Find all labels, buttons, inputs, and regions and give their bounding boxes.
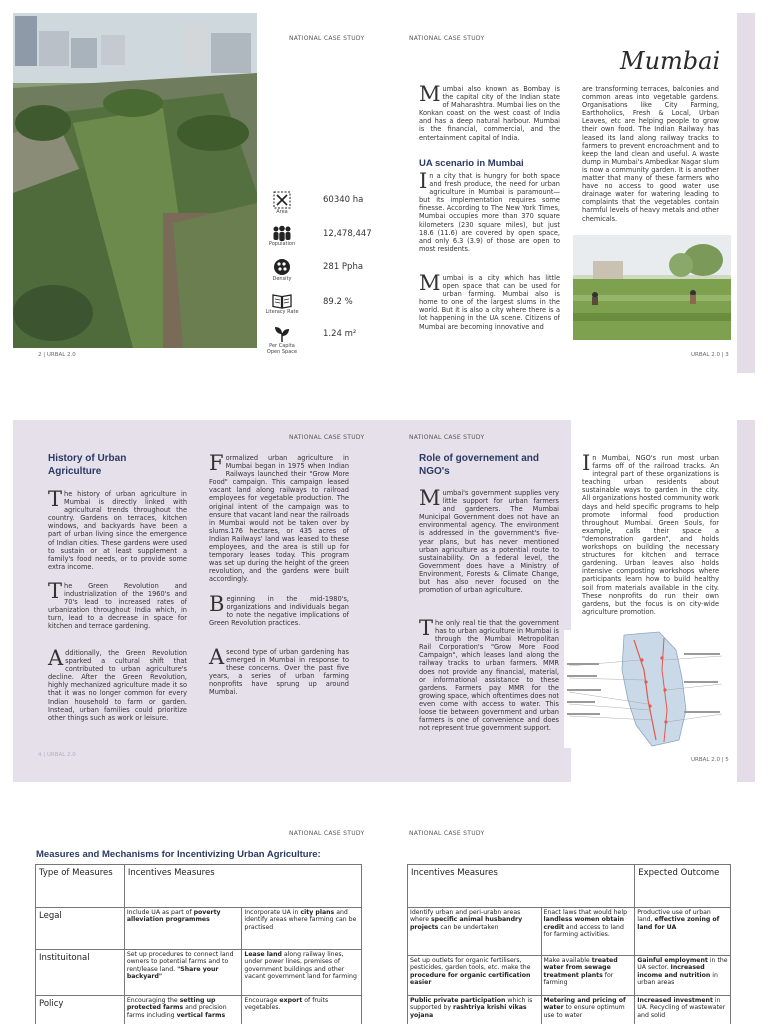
- ngo-paragraph: [582, 451, 719, 616]
- measure-type: Policy: [36, 996, 125, 1024]
- history-text-3: dditionally, the Green Revolution sparked a cultural shift that contributed to urban agriculture's decline. After the Green Revolution, highly mechanized agriculture made it so that it was no longer common for every Indian household to farm or garden. Instead, urban families could prioritize other things such as work or leisure.: [48, 649, 187, 722]
- drop-cap: I: [419, 169, 428, 193]
- role-heading: Role of governement and NGO's: [419, 453, 540, 477]
- measures-title: Measures and Mechanisms for Incentivizing Urban Agriculture:: [36, 849, 321, 860]
- stat-label: Area: [276, 209, 288, 215]
- railway-text-2: eginning in the mid-1980's, organizations and individuals began to note the negative implications of Green Revolution practices.: [209, 595, 349, 628]
- railway-paragraph-2: [209, 592, 349, 628]
- ua2-text: umbai is a city which has little open space that can be used for urban farming. Mumbai also is home to one of the largest slums in the world. But it is also a city where there is a lot happening in the UA scene. Citizens of Mumbai are becoming innovative and: [419, 274, 560, 331]
- table-row: [36, 950, 362, 996]
- history-paragraph-3: [48, 646, 187, 722]
- drop-cap: F: [209, 451, 224, 475]
- history-text-1: he history of urban agriculture in Mumbai is directly linked with agricultural trends throughout the country. Gardens on terraces, kitchen windows, and backyards have been a part of urban living since the emergence of Indian cities. These gardens were used to sustain or at least supplement a family's food needs, or to provide some extra income.: [48, 490, 187, 571]
- column-header: Expected Outcome: [635, 865, 731, 908]
- table-cell: Encouraging the setting up protected farms and precision farms including vertical farms: [124, 996, 242, 1024]
- history-paragraph-2: [48, 579, 187, 631]
- table-header-row: [36, 865, 362, 908]
- stat-value: 89.2 %: [323, 297, 353, 307]
- table-cell: Set up procedures to connect land owners to potential farms and to rent/lease land. "Share your backyard": [124, 950, 242, 996]
- table-cell: Set up outlets for organic fertilisers, pesticides, garden tools, etc. make the procedure for organic certification easier: [408, 956, 542, 996]
- literacy-icon: [272, 293, 292, 309]
- drop-cap: B: [209, 592, 225, 616]
- running-header: NATIONAL CASE STUDY: [409, 434, 485, 441]
- stat-value: 60340 ha: [323, 195, 364, 205]
- role-text-1: umbai's government supplies very little support for urban farmers and gardeners. The Mumbai Municipal Government does not have an environmental agency. The environment is addressed in the government's five-year plans, but has never mentioned urban agriculture as a potential route to sustainability. On a federal level, the Government does have a Ministry of Environment, Forests & Climate Change, but has also never focused on the promotion of urban agriculture.: [419, 489, 559, 595]
- table-cell: Identify urban and peri-urabn areas where specific animal husbandry projects can be undertaken: [408, 908, 542, 956]
- page-7: [384, 828, 755, 1024]
- drop-cap: M: [419, 486, 441, 510]
- ngo-text: n Mumbai, NGO's run most urban farms off of the railroad tracks. An integral part of these organizations is teaching urban residents about sustainable ways to garden in the city. All organizations hosted community work days and held specific programs to help promote informal food production throughout Mumbai. Green Souls, for example, calls their space a "demonstration garden", and holds workshops on building the necessary structures for kitchen and terrace gardening. Urban leaves also holds intensive composting workshops where participants learn how to build healthy soil from materials available in the city. These nonprofits do run their own gardens, but the focus is on city-wide agriculture promotion.: [582, 454, 719, 616]
- drop-cap: I: [582, 451, 591, 475]
- column-2-text: are transforming terraces, balconies and common areas into vegetable gardens. Organisations like City Farming, Earthoholics, Fresh & Local, Urban Leaves, etc are helping people to grow their own food. The Indian Railway has leased its land along railway tracks to farmers to prevent encroachment and to keep the land clean and useful. A waste dump in Mumbai's Ambedkar Nagar slum is now a community garden. It is another matter that many of these farmers who have no access to good water use drainage water for watering leading to complaints that the vegetables contain harmful levels of heavy metals and other chemicals.: [582, 85, 719, 223]
- table-header-row: [408, 865, 731, 908]
- stat-value: 12,478,447: [323, 229, 372, 239]
- table-cell: Incorporate UA in city plans and identify areas where farming can be practised: [242, 908, 362, 950]
- page-5: [384, 420, 755, 782]
- intro-text: umbai also known as Bombay is the capital city of the Indian state of Maharashtra. Mumbai lies on the Konkan coast on the west coast of India and has a deep natural harbour. Mumbai is the financial, commercial, and the entertainment capital of India.: [419, 85, 560, 142]
- stat-population: [268, 225, 372, 248]
- running-header: NATIONAL CASE STUDY: [409, 35, 485, 42]
- measure-type: Instituitonal: [36, 950, 125, 996]
- column-header: Incentives Measures: [124, 865, 361, 908]
- column-header: Type of Measures: [36, 865, 125, 908]
- stat-label: Literacy Rate: [265, 309, 299, 315]
- table-cell: Metering and pricing of water to ensure optimum use to water: [541, 996, 635, 1024]
- spread-1: [13, 13, 755, 373]
- stat-value: 1.24 m²: [323, 329, 357, 339]
- ua-text: n a city that is hungry for both space and fresh produce, the need for urban agriculture in Mumbai is paramount— but its implementation requires some finesse. According to The New York Times, Mumbai occupies more than 370 square kilometers (230 square miles), but just 18.6 (11.6) are covered by open space, and only 6.3 (3.9) of those are open to most residents.: [419, 172, 560, 253]
- intro-paragraph: [419, 82, 560, 142]
- page-footer: URBAL 2.0 | 3: [691, 352, 729, 358]
- measure-type: Legal: [36, 908, 125, 950]
- stat-label: Density: [272, 276, 292, 282]
- page-footer: 2 | URBAL 2.0: [38, 352, 76, 358]
- table-row: [408, 956, 731, 996]
- page-footer: 4 | URBAL 2.0: [38, 752, 76, 758]
- measures-table-left: [35, 864, 362, 1024]
- side-tab: [737, 420, 755, 782]
- density-icon: [273, 258, 291, 276]
- page-2: [13, 13, 384, 373]
- stat-literacy: [265, 293, 353, 316]
- railway-paragraph-1: [209, 451, 349, 584]
- side-tab: [737, 13, 755, 373]
- history-paragraph-1: [48, 487, 187, 571]
- ua-paragraph: [419, 169, 560, 253]
- railway-paragraph-3: [209, 645, 349, 697]
- table-row: [408, 908, 731, 956]
- population-icon: [272, 225, 292, 241]
- table-cell: Productive use of urban land, effective zoning of land for UA: [635, 908, 731, 956]
- drop-cap: A: [209, 645, 225, 669]
- spread-3: [13, 828, 755, 1024]
- table-cell: Increased investment in UA. Recycling of wastewater and solid: [635, 996, 731, 1024]
- ua-paragraph-2: [419, 271, 560, 331]
- railway-text-1: ormalized urban agriculture in Mumbai began in 1975 when Indian Railways launched their "Grow More Food" campaign. This campaign leased vacant land along railways to railroad employees for vegetable production. The original intent of the campaign was to ensure that vacant land near the railroads in Mumbai would not be taken over by slums.176 hectares, or 435 acres of Indian Railways' land was leased to these employees, and the area is still up for temporary leases today. This program was set up during the height of the green revolution, and the gardens were built accordingly.: [209, 454, 349, 584]
- table-cell: Include UA as part of poverty alleviation programmes: [124, 908, 242, 950]
- stat-open-space: [266, 325, 357, 355]
- table-cell: Public private participation which is supported by rashtriya krishi vikas yojana: [408, 996, 542, 1024]
- role-paragraph-1: [419, 486, 559, 595]
- running-header: NATIONAL CASE STUDY: [409, 830, 485, 837]
- history-text-2: he Green Revolution and industrialization of the 1960's and 70's lead to increased rates of urbanization throughout India which, in turn, lead to a decrease in space for kitchen and terrace gardening.: [48, 582, 187, 631]
- open-space-icon: [273, 325, 291, 343]
- table-cell: Encourage export of fruits vegetables.: [242, 996, 362, 1024]
- stat-area: [271, 191, 364, 216]
- railway-text-3: second type of urban gardening has emerged in Mumbai in response to these concerns. Over the past five years, a series of urban farming nonprofits have sprung up around Mumbai.: [209, 648, 349, 697]
- running-header: NATIONAL CASE STUDY: [289, 35, 365, 42]
- stat-value: 281 Ppha: [323, 262, 364, 272]
- farmers-field-photo: [573, 235, 731, 340]
- page-6: [13, 828, 384, 1024]
- rooftop-garden-photo: [13, 13, 257, 348]
- drop-cap: T: [48, 579, 63, 603]
- table-cell: Gainful employment in the UA sector. Increased income and nutrition in urban areas: [635, 956, 731, 996]
- running-header: NATIONAL CASE STUDY: [289, 434, 365, 441]
- page-4: [13, 420, 384, 782]
- drop-cap: M: [419, 271, 441, 295]
- table-cell: Enact laws that would help landless women obtain credit and access to land for farming activities.: [541, 908, 635, 956]
- running-header: NATIONAL CASE STUDY: [289, 830, 365, 837]
- table-cell: Make available treated water from sewage treatment plants for farming: [541, 956, 635, 996]
- ua-heading: UA scenario in Mumbai: [419, 158, 524, 169]
- drop-cap: T: [48, 487, 63, 511]
- spread-2: [13, 420, 755, 782]
- drop-cap: M: [419, 82, 441, 106]
- page-title: Mumbai: [620, 47, 721, 75]
- table-row: [36, 908, 362, 950]
- table-row: [408, 996, 731, 1024]
- role-paragraph-2: [419, 616, 559, 733]
- stat-label: Population: [268, 241, 296, 247]
- table-row: [36, 996, 362, 1024]
- role-text-2: he only real tie that the government has to urban agriculture in Mumbai is through the Mumbai Metropolitan Rail Corporation's "Grow More Food Campaign", which leases land along the railway tracks to urban farmers. MMR does not provide any financial, material, or informational assistance to these gardens. Farmers pay MMR for the growing space, which oftentimes does not even come with access to water. This loose tie between government and urban farmers is one of convenience and does not represent true government support.: [419, 619, 559, 733]
- area-icon: [273, 191, 291, 209]
- stat-density: [271, 258, 364, 283]
- column-header: Incentives Measures: [408, 865, 635, 908]
- drop-cap: T: [419, 616, 434, 640]
- history-heading: History of Urban Agriculture: [48, 453, 127, 477]
- table-cell: Lease land along railway lines, under power lines, premises of government buildings and other vacant government land for farming: [242, 950, 362, 996]
- drop-cap: A: [48, 646, 64, 670]
- stat-label: Per Capita Open Space: [266, 343, 298, 355]
- mumbai-map: [564, 630, 724, 748]
- page-footer: URBAL 2.0 | 5: [691, 757, 729, 763]
- measures-table-right: [407, 864, 731, 1024]
- page-3: [384, 13, 755, 373]
